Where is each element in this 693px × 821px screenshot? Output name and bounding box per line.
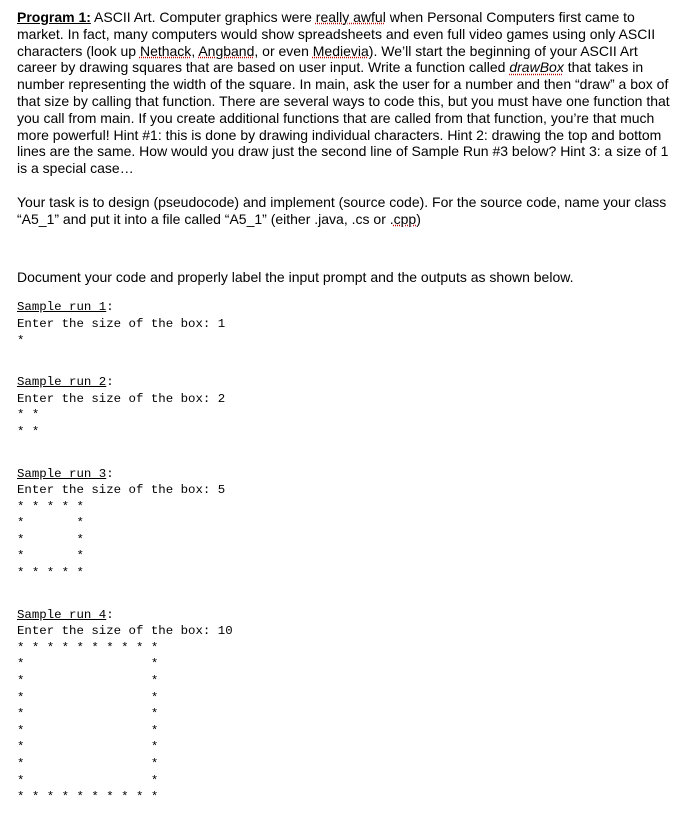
task-text: Your task is to design (pseudocode) and implement (source code). For the source code, name your class “A5_1” and put it into a file called “A5_1” (either .java, .cs or . [17,193,667,227]
sample-run-output: * * * * * * * * * * * * * * * * * * * * * * * * * * * * * * * * * * * * [17,640,159,805]
sample-run-prompt: Enter the size of the box: 2 [17,391,226,406]
sample-run-heading [17,374,673,391]
task-description [17,194,673,228]
sample-run-prompt: Enter the size of the box: 5 [17,483,226,498]
sample-run-heading [17,299,673,316]
sample-run-label: Sample run 4 [17,607,107,622]
program-title: Program 1: [17,9,91,25]
documentation-instruction: Document your code and properly label the input prompt and the outputs as shown below. [17,268,574,285]
game-name-angband: Angband [198,42,255,59]
game-name-medievia: Medievia [312,42,369,59]
sample-run-4 [17,607,673,806]
sample-runs [17,299,673,805]
sample-run-prompt: Enter the size of the box: 1 [17,316,226,331]
sample-run-colon: : [106,607,114,622]
sample-run-colon: : [106,300,114,315]
description-text: ASCII Art. Computer graphics were [90,9,316,25]
description-text: when Personal Computers first came to market. In fact, many computers would show spreadsheets and even full video games using only ASCII characters (look up [17,9,656,59]
sample-run-output: * * * * [17,408,40,439]
sample-run-heading [17,466,673,483]
function-name-drawbox: drawBox [509,59,564,76]
sample-run-2 [17,374,673,440]
description-text: really awful [315,9,386,25]
game-name-nethack: Nethack [139,42,192,59]
description-text: ). We’ll start the beginning of your ASCII Art career by drawing squares that are based on user input. Write a function called [17,42,638,76]
file-extension-cpp: cpp [393,210,417,227]
task-text: ) [416,210,421,227]
sample-run-output: * [17,333,25,348]
sample-run-label: Sample run 3 [17,466,107,481]
sample-run-label: Sample run 2 [17,375,107,390]
description-text: that takes in number representing the width of the square. In main, ask the user for a number and then “draw” a box of that size by calling that function. There are several ways to code this, but you must have one function that you call from main. If you create additional functions that are called from that function, you’re that much more powerful! Hint #1: this is done by drawing individual characters. Hint 2: drawing the top and bottom lines are the same. How would you draw just the second line of Sample Run #3 below? Hint 3: a size of 1 is a special case… [17,59,670,177]
description-text: , [191,42,199,59]
sample-run-prompt: Enter the size of the box: 10 [17,624,233,639]
sample-run-colon: : [106,466,114,481]
sample-run-3 [17,466,673,582]
program-description [17,9,673,177]
sample-run-output: * * * * * * * * * * * * * * * * [17,499,84,581]
sample-run-label: Sample run 1 [17,300,107,315]
sample-run-colon: : [106,375,114,390]
sample-run-1 [17,299,673,349]
sample-run-heading [17,607,673,624]
description-text: , or even [254,42,313,59]
